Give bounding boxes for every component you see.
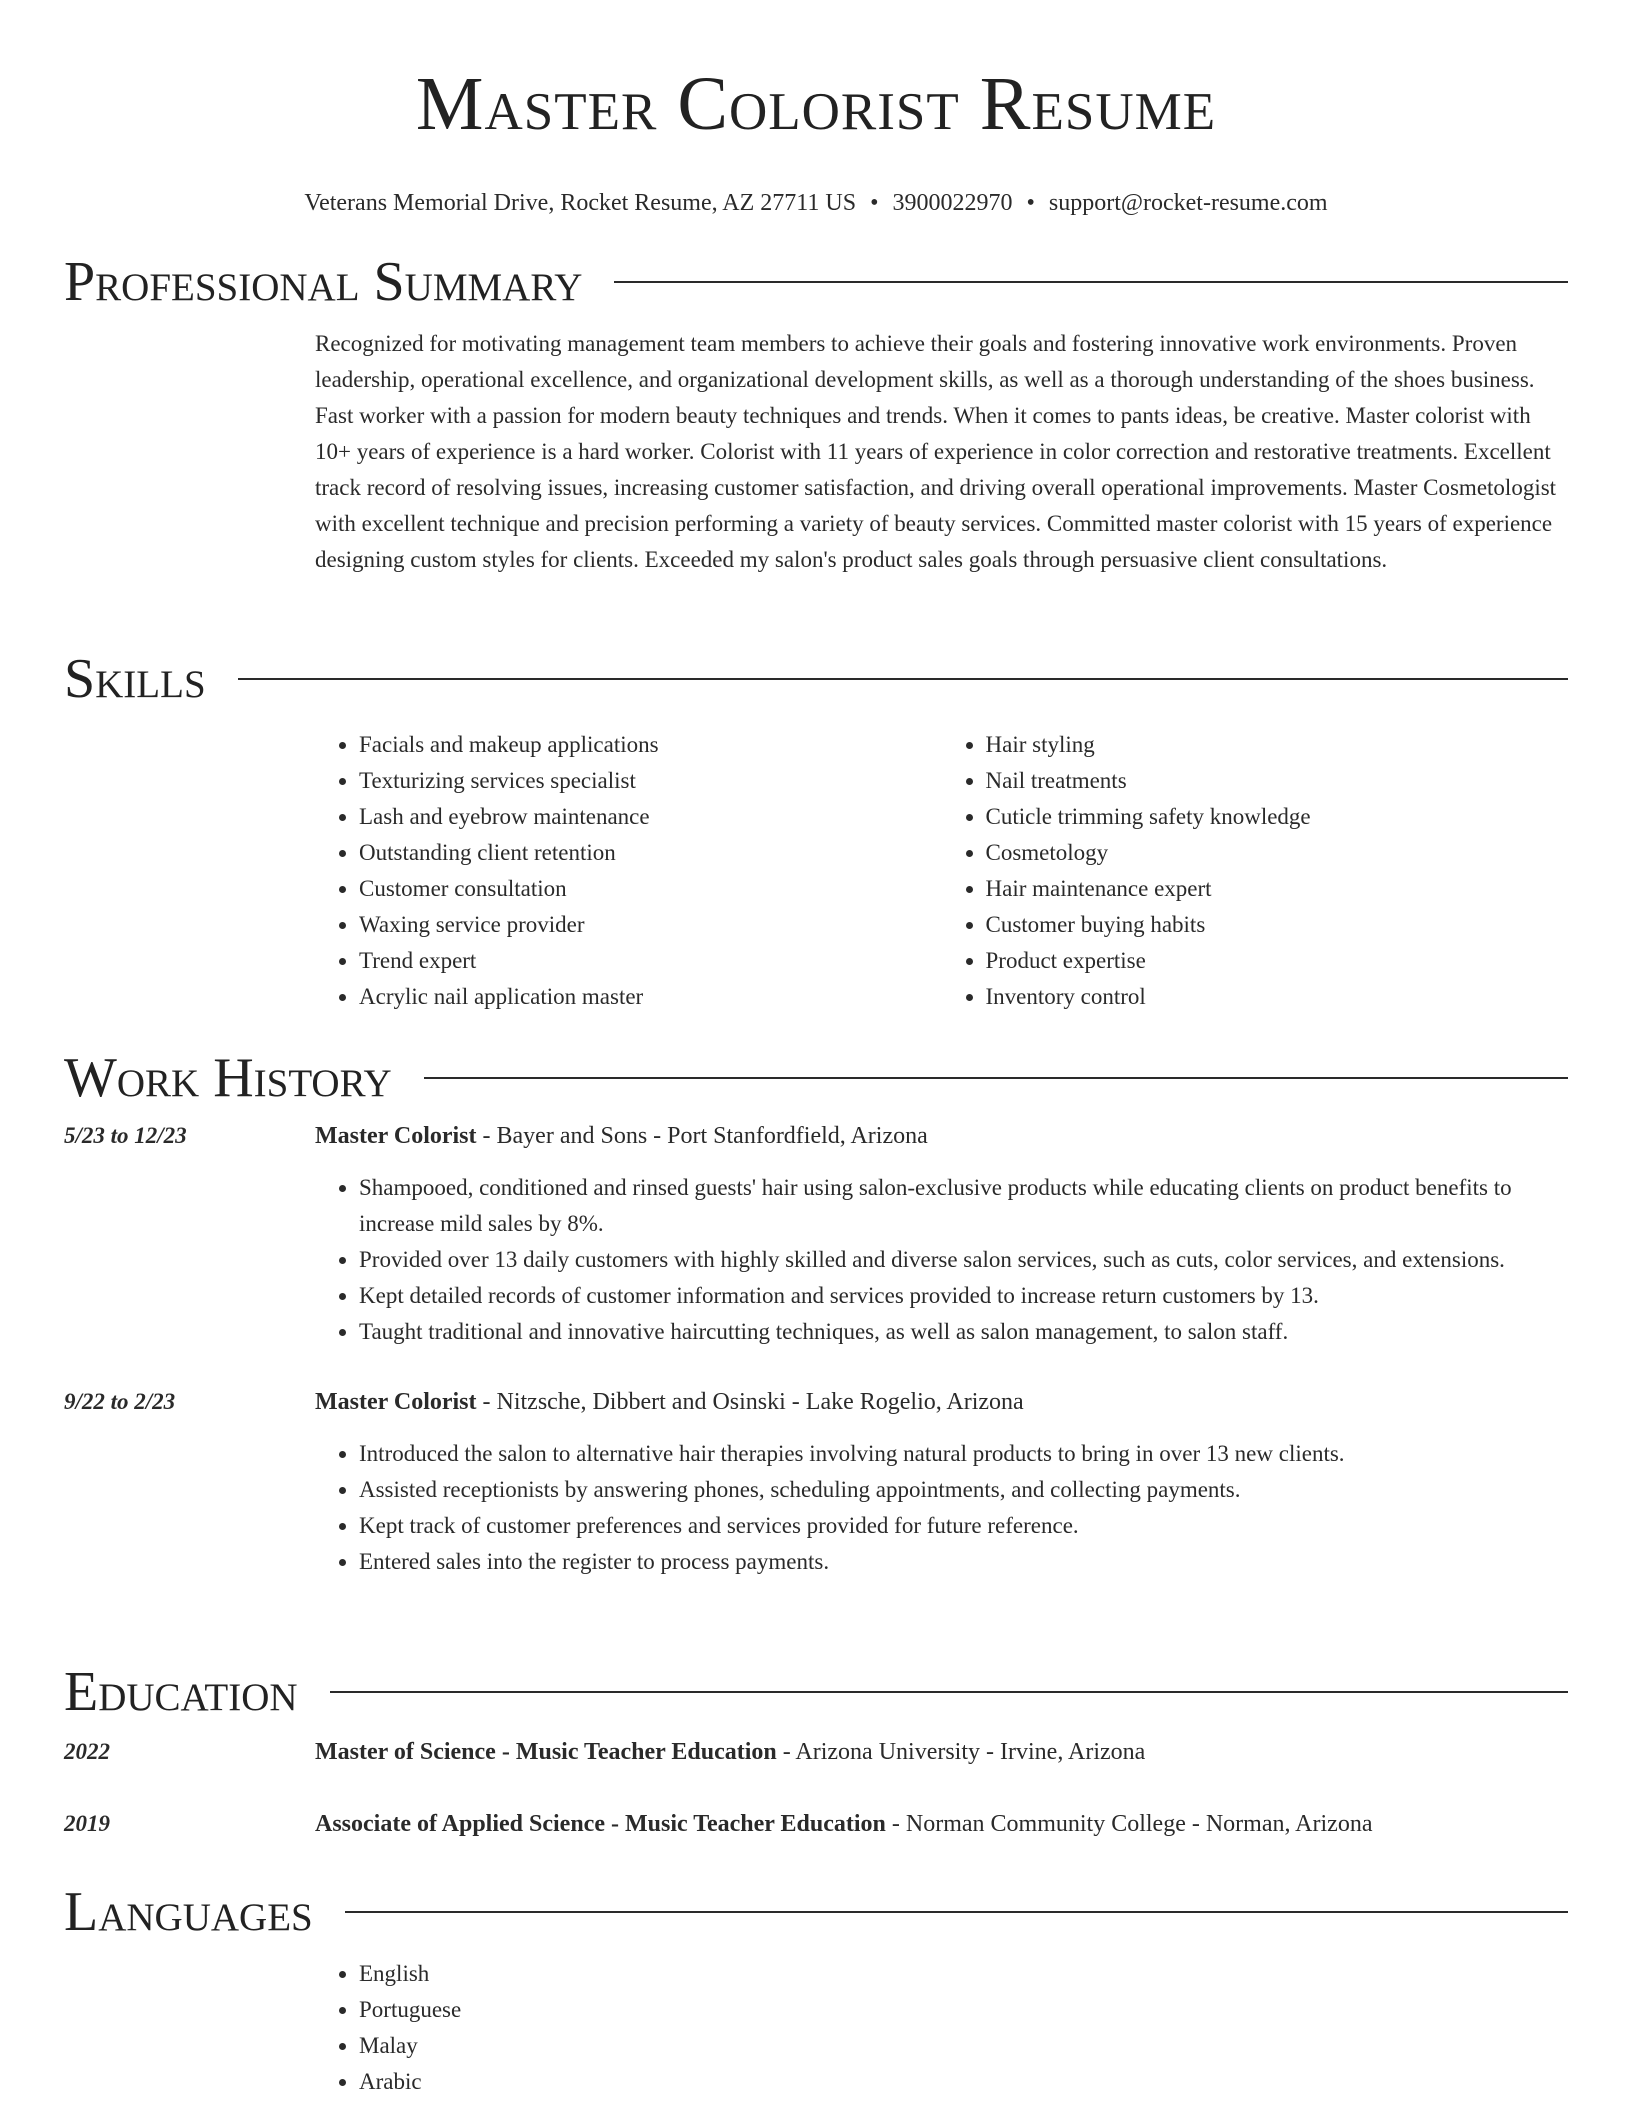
- language-item: • Malay: [359, 2028, 1568, 2064]
- skills-list-left: [315, 727, 942, 1015]
- education-date: 2019: [64, 1811, 110, 1836]
- job-bullets: [315, 1170, 1568, 1350]
- section-title: Skills: [64, 648, 206, 710]
- section-title: Work History: [64, 1047, 392, 1109]
- section-divider: [238, 678, 1568, 680]
- section-professional-summary: [64, 250, 1568, 578]
- skill-item: • Nail treatments: [986, 763, 1569, 799]
- skill-item: • Cuticle trimming safety knowledge: [986, 799, 1569, 835]
- section-divider: [330, 1691, 1568, 1693]
- skill-item: • Trend expert: [359, 943, 942, 979]
- skills-list-right: [942, 727, 1569, 1015]
- job-date: 9/22 to 2/23: [64, 1389, 176, 1414]
- contact-line: [64, 188, 1568, 218]
- skill-item: • Acrylic nail application master: [359, 979, 942, 1015]
- job-bullets: [315, 1436, 1568, 1580]
- education-details: - Arizona University - Irvine, Arizona: [776, 1739, 1146, 1765]
- language-item: • English: [359, 1956, 1568, 1992]
- job-title: Master Colorist: [315, 1389, 477, 1415]
- job-title: Master Colorist: [315, 1123, 477, 1149]
- section-languages: [64, 1880, 1568, 2100]
- section-skills: [64, 647, 1568, 1015]
- section-education: [64, 1660, 1568, 1842]
- job-bullet: • Kept track of customer preferences and services provided for future reference.: [359, 1508, 1568, 1544]
- skill-item: • Inventory control: [986, 979, 1569, 1015]
- job-entry: [64, 1384, 1568, 1580]
- section-divider: [614, 281, 1568, 283]
- skill-item: • Texturizing services specialist: [359, 763, 942, 799]
- resume-page: [64, 0, 1568, 2094]
- skills-grid: [315, 727, 1568, 1015]
- summary-text: Recognized for motivating management team members to achieve their goals and fostering innovative work environments. Proven leadership, operational excellence, and organizational development skills, as well as a thorough understanding of the shoes business. Fast worker with a passion for modern beauty techniques and trends. When it comes to pants ideas, be creative. Master colorist with 10+ years of experience is a hard worker. Colorist with 11 years of experience in color correction and restorative treatments. Excellent track record of resolving issues, increasing customer satisfaction, and driving overall operational improvements. Master Cosmetologist with excellent technique and precision performing a variety of beauty services. Committed master colorist with 15 years of experience designing custom styles for clients. Exceeded my salon's product sales goals through persuasive client consultations.: [315, 331, 1557, 572]
- job-details: - Bayer and Sons - Port Stanfordfield, Arizona: [476, 1123, 928, 1149]
- section-header: [64, 1046, 1568, 1110]
- job-bullet: • Entered sales into the register to process payments.: [359, 1544, 1568, 1580]
- skill-item: • Waxing service provider: [359, 907, 942, 943]
- language-item: • Portuguese: [359, 1992, 1568, 2028]
- education-heading: [315, 1734, 1568, 1770]
- education-entry: [64, 1734, 1568, 1770]
- section-work-history: [64, 1046, 1568, 1580]
- education-entry: [64, 1806, 1568, 1842]
- section-header: [64, 1880, 1568, 1944]
- contact-email: support@rocket-resume.com: [1048, 190, 1328, 216]
- section-title: Education: [64, 1661, 298, 1723]
- section-divider: [345, 1911, 1568, 1913]
- job-bullet: • Introduced the salon to alternative hair therapies involving natural products to bring in over 13 new clients.: [359, 1436, 1568, 1472]
- contact-phone: 3900022970: [892, 190, 1013, 216]
- section-title: Professional Summary: [64, 251, 583, 313]
- contact-address: Veterans Memorial Drive, Rocket Resume, AZ 27711 US: [304, 190, 857, 216]
- job-bullet: • Shampooed, conditioned and rinsed guests' hair using salon-exclusive products while educating clients on product benefits to increase mild sales by 8%.: [359, 1170, 1568, 1242]
- job-bullet: • Provided over 13 daily customers with highly skilled and diverse salon services, such as cuts, color services, and extensions.: [359, 1242, 1568, 1278]
- skill-item: • Hair styling: [986, 727, 1569, 763]
- section-title: Languages: [64, 1881, 313, 1943]
- language-item: • Arabic: [359, 2064, 1568, 2100]
- education-date: 2022: [64, 1739, 110, 1764]
- job-heading: [315, 1118, 1568, 1154]
- section-header: [64, 647, 1568, 711]
- job-heading: [315, 1384, 1568, 1420]
- education-details: - Norman Community College - Norman, Arizona: [885, 1811, 1373, 1837]
- skill-item: • Cosmetology: [986, 835, 1569, 871]
- section-divider: [424, 1077, 1568, 1079]
- job-date: 5/23 to 12/23: [64, 1123, 187, 1148]
- skill-item: • Hair maintenance expert: [986, 871, 1569, 907]
- job-bullet: • Kept detailed records of customer information and services provided to increase return customers by 13.: [359, 1278, 1568, 1314]
- resume-title: Master Colorist Resume: [415, 62, 1217, 146]
- education-degree: Master of Science - Music Teacher Education: [315, 1739, 777, 1765]
- job-details: - Nitzsche, Dibbert and Osinski - Lake Rogelio, Arizona: [476, 1389, 1024, 1415]
- job-bullet: • Taught traditional and innovative haircutting techniques, as well as salon management, to salon staff.: [359, 1314, 1568, 1350]
- languages-list: [315, 1956, 1568, 2100]
- skill-item: • Facials and makeup applications: [359, 727, 942, 763]
- section-header: [64, 250, 1568, 314]
- job-bullet: • Assisted receptionists by answering phones, scheduling appointments, and collecting payments.: [359, 1472, 1568, 1508]
- skill-item: • Customer consultation: [359, 871, 942, 907]
- section-header: [64, 1660, 1568, 1724]
- education-heading: [315, 1806, 1568, 1842]
- skill-item: • Lash and eyebrow maintenance: [359, 799, 942, 835]
- education-degree: Associate of Applied Science - Music Teacher Education: [315, 1811, 886, 1837]
- job-entry: [64, 1118, 1568, 1350]
- skill-item: • Outstanding client retention: [359, 835, 942, 871]
- contact-separator: •: [1026, 190, 1035, 216]
- skill-item: • Product expertise: [986, 943, 1569, 979]
- contact-separator: •: [870, 190, 879, 216]
- skill-item: • Customer buying habits: [986, 907, 1569, 943]
